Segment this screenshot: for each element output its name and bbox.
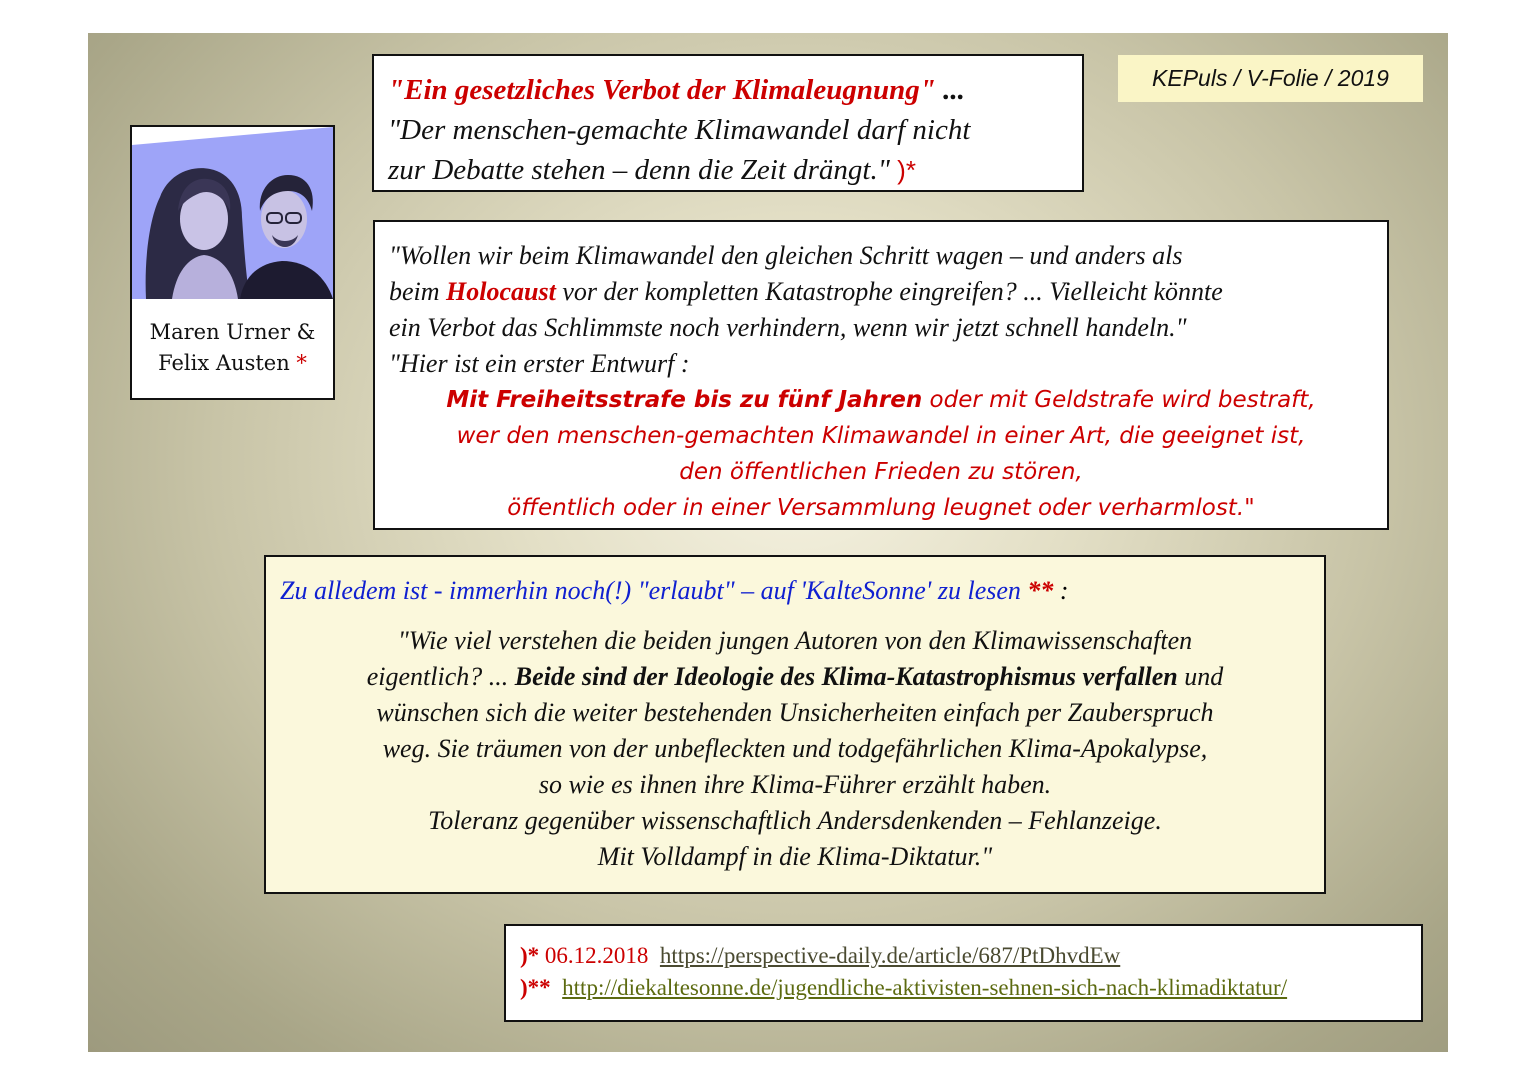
- kaltesonne-intro-text: Zu alledem ist - immerhin noch(!) "erlaubt" – auf 'KalteSonne' zu lesen: [280, 576, 1028, 605]
- quote1-title: "Ein gesetzliches Verbot der Klimaleugnung": [388, 74, 936, 106]
- kaltesonne-bold: Beide sind der Ideologie des Klima-Katastrophismus verfallen: [514, 662, 1178, 691]
- quote1-line3-text: zur Debatte stehen – denn die Zeit drängt.": [388, 154, 898, 186]
- slide-tag: [1118, 55, 1423, 102]
- authors-caption: [132, 301, 333, 379]
- authors-caption-names: Felix Austen: [158, 351, 297, 375]
- footnote-marker-1: )*: [897, 155, 916, 185]
- kaltesonne-line1: "Wie viel verstehen die beiden jungen Autoren von den Klimawissenschaften: [397, 626, 1193, 655]
- quote1-ellipsis: ...: [935, 74, 965, 106]
- draft-line3: den öffentlichen Frieden zu stören,: [679, 459, 1083, 485]
- quote2-line4: "Hier ist ein erster Entwurf :: [389, 349, 690, 378]
- quote1-line3: [388, 150, 1082, 190]
- quote2-line3: ein Verbot das Schlimmste noch verhindern, wenn wir jetzt schnell handeln.": [389, 313, 1187, 342]
- kaltesonne-line2-post: und: [1177, 662, 1224, 691]
- quote-box-ban: [372, 54, 1084, 192]
- references-box: [504, 924, 1423, 1022]
- reference-1: [520, 940, 1421, 972]
- draft-line2: wer den menschen-gemachten Klimawandel in einer Art, die geeignet ist,: [456, 423, 1306, 449]
- quote2-line2: [389, 274, 1387, 310]
- kaltesonne-line2: [280, 659, 1324, 695]
- slide-tag-text: KEPuls / V-Folie / 2019: [1152, 65, 1389, 91]
- draft-line1: [389, 382, 1387, 418]
- kaltesonne-line6: Toleranz gegenüber wissenschaftlich Andersdenkenden – Fehlanzeige.: [428, 806, 1162, 835]
- quote2-line2-pre: beim: [389, 277, 447, 306]
- kaltesonne-line7: Mit Volldampf in die Klima-Diktatur.": [597, 842, 993, 871]
- authors-photo: [132, 127, 333, 299]
- quote2-highlight: Holocaust: [446, 277, 556, 306]
- quote1-line2: "Der menschen-gemachte Klimawandel darf nicht: [388, 114, 971, 146]
- kaltesonne-intro: [280, 573, 1324, 609]
- spacer: [280, 609, 1324, 623]
- reference-1-date: 06.12.2018: [539, 943, 649, 968]
- reference-2: [520, 972, 1421, 1004]
- quote1-line1: [388, 70, 1082, 110]
- kaltesonne-line4: weg. Sie träumen von der unbefleckten und todgefährlichen Klima-Apokalypse,: [382, 734, 1208, 763]
- footnote-marker-2: **: [1027, 576, 1054, 605]
- draft-line4: öffentlich oder in einer Versammlung leugnet oder verharmlost.": [507, 495, 1255, 521]
- draft-bold: Mit Freiheitsstrafe bis zu fünf Jahren: [446, 387, 923, 413]
- authors-caption-line1: Maren Urner &: [149, 320, 316, 344]
- kaltesonne-line3: wünschen sich die weiter bestehenden Unsicherheiten einfach per Zauberspruch: [376, 698, 1214, 727]
- quote2-line1: "Wollen wir beim Klimawandel den gleichen Schritt wagen – und anders als: [389, 241, 1183, 270]
- reference-1-marker: )*: [520, 943, 540, 968]
- reference-2-link[interactable]: http://diekaltesonne.de/jugendliche-aktivisten-sehnen-sich-nach-klimadiktatur/: [562, 975, 1288, 1000]
- authors-portrait-image: [132, 127, 333, 299]
- authors-caption-line2: [132, 348, 333, 379]
- draft-line1-rest: oder mit Geldstrafe wird bestraft,: [922, 387, 1316, 413]
- kaltesonne-line5: so wie es ihnen ihre Klima-Führer erzählt haben.: [538, 770, 1052, 799]
- authors-footnote-marker: *: [296, 351, 307, 375]
- kaltesonne-quote-box: [264, 555, 1326, 894]
- kaltesonne-intro-colon: :: [1053, 576, 1069, 605]
- kaltesonne-line2-pre: eigentlich? ...: [366, 662, 515, 691]
- authors-photo-card: [130, 125, 335, 400]
- quote2-line2-post: vor der kompletten Katastrophe eingreifen? ... Vielleicht könnte: [555, 277, 1223, 306]
- reference-2-marker: )**: [520, 975, 551, 1000]
- reference-1-link[interactable]: https://perspective-daily.de/article/687/PtDhvdEw: [659, 943, 1121, 968]
- quote-box-holocaust: [373, 220, 1389, 530]
